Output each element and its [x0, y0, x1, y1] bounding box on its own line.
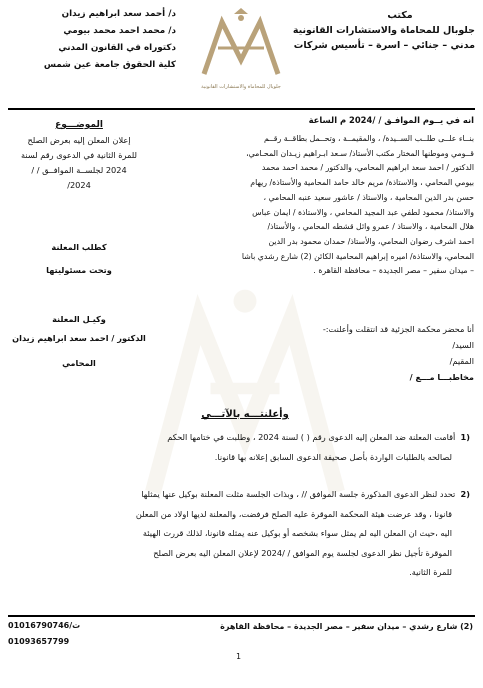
notice-intro	[160, 112, 474, 279]
body-line: الدكتور / احمد سعد ابراهيم المحامي، والدكتور / محمد احمد محمد	[261, 163, 474, 173]
item-line: أقامت المعلنة ضد المعلن إليه الدعوى رقم ( ) لسنة 2024 ، وطلبت في ختامها الحكم	[167, 432, 456, 442]
bailiff-line: أنا محضر محكمة الجزئية قد انتقلت وأعلنت:-	[322, 324, 474, 334]
body-line: المحامي، والاستاذة/ اميره إبراهيم المحامية الكائن (2) شارع رشدي باشا	[241, 251, 474, 261]
date-line: انه في يــوم الموافـق / /2024 م الساعة	[308, 115, 474, 125]
agent-box	[6, 312, 152, 371]
applicant-heading: كطلب المعلنة	[51, 242, 107, 252]
bailiff-fields	[160, 321, 474, 385]
body-line: حسن بدر الدين المحامية ، والاستاذ / عاشور سعيد عنبه المحامي ،	[263, 192, 474, 202]
section-title: وأعلنتـــه بالآتـــي	[201, 409, 289, 420]
office-name: جلوبال للمحاماة والاستشارات القانونية	[292, 25, 475, 36]
office-services: مدني – جنائي – اسرة – تأسيس شركات	[293, 40, 475, 51]
item-line: لصالحه بالطلبات الواردة بأصل صحيفة الدعوى السابق إعلانه بها قانونا.	[214, 451, 452, 462]
firm-logo-icon	[190, 8, 292, 80]
agent-name: الدكتور / احمد سعد ابراهيم زيدان	[12, 333, 146, 343]
item-2	[34, 485, 470, 583]
item-number: (2	[460, 489, 470, 499]
agent-heading: وكيـل المعلنة	[52, 314, 106, 324]
item-line: اليه ،حيث ان المعلن اليه لم يمثل سواء بشخصه أو بوكيل عنه يمثله قانونا، لذلك قررت الهيئة	[142, 528, 452, 538]
item-line: قانونا ، وقد عرضت هيئة المحكمة الموقرة عليه الصلح فرفضت، والمعلنة لديها اولاد من المعلن	[135, 508, 452, 519]
footer-divider	[8, 615, 475, 617]
subject-heading: الموضـــوع	[55, 120, 103, 130]
applicant-box	[6, 240, 152, 278]
body-line: بنــاء علــى طلــب الســيدة/ ، والمقيمــة ، وتحــمل بطاقــة رقــم	[264, 134, 474, 143]
field-residence: المقيم/	[449, 356, 474, 366]
subject-line: إعلان المعلن إليه بعرض الصلح	[27, 135, 131, 145]
applicant-sub: وتحت مسئوليتها	[46, 265, 112, 275]
phone-2: 01093657799	[8, 637, 70, 646]
footer-address: (2) شارع رشدي – ميدان سفير – مصر الجديدة – محافظة القاهرة	[220, 622, 473, 631]
subject-box	[6, 118, 152, 193]
subject-line: 2024/	[67, 180, 91, 190]
subject-line: 2024 لجلســة الموافــق / /	[31, 165, 127, 175]
item-line: للمرة الثانية.	[409, 567, 452, 577]
phone-1: ت/01016790746	[8, 621, 81, 630]
subject-line: للمرة الثانية في الدعوى رقم لسنة	[21, 150, 137, 160]
agent-title: المحامي	[62, 358, 96, 368]
logo-caption: جلوبال للمحاماة والاستشارات القانونية	[201, 84, 281, 90]
header-divider	[8, 108, 475, 110]
body-line: قــومي وموطنها المختار مكتب الأستاذ/ سـعد ابـراهيم زيـدان المحـامي،	[246, 148, 474, 158]
lawyer-1: د/ أحمد سعد ابراهيم زيدان	[61, 9, 176, 19]
office-line-1: مكتب	[387, 10, 413, 21]
lawyer-degree: دكتوراه في القانون المدني	[58, 43, 176, 53]
body-line: والاستاذ/ محمود لطفي عبد المجيد المحامي ، والاستاذة / ايمان عباس	[252, 207, 474, 217]
item-1	[34, 428, 470, 467]
lawyer-faculty: كلية الحقوق جامعة عين شمس	[43, 60, 176, 70]
body-line: احمد اشرف رضوان المحامي، والأستاذ/ حمدان محمود بدر الدين	[268, 236, 474, 246]
item-number: (1	[460, 432, 470, 442]
page-number: 1	[236, 652, 242, 661]
body-line: بيومي المحامي ، والاستاذة/ مريم خالد حامد المحامية والأستاذة/ ريهام	[250, 178, 474, 188]
body-line: هلال المحامية ، والاستاذ / عمرو وائل قشطه المحامي ، والأستاذ/	[267, 222, 474, 232]
firm-logo	[190, 8, 292, 92]
item-line: تحدد لنظر الدعوى المذكورة جلسة الموافق // ، وبذات الجلسة مثلت المعلنة بوكيل عنها يمثلها	[141, 489, 456, 499]
body-line: – ميدان سفير – مصر الجديدة – محافظة القاهرة .	[313, 266, 474, 276]
field-recipient: السيد/	[452, 340, 474, 350]
lawyers-header	[6, 6, 176, 74]
field-addressed-to: مخاطبـــا مـــع /	[409, 372, 474, 382]
footer-phones	[8, 618, 80, 650]
item-line: الموقرة تأجيل نظر الدعوى لجلسة يوم الموافق / /2024 لإعلان المعلن اليه بعرض الصلح	[153, 547, 452, 558]
lawyer-2: د/ محمد احمد محمد بيومي	[63, 26, 176, 36]
office-header	[292, 8, 475, 53]
